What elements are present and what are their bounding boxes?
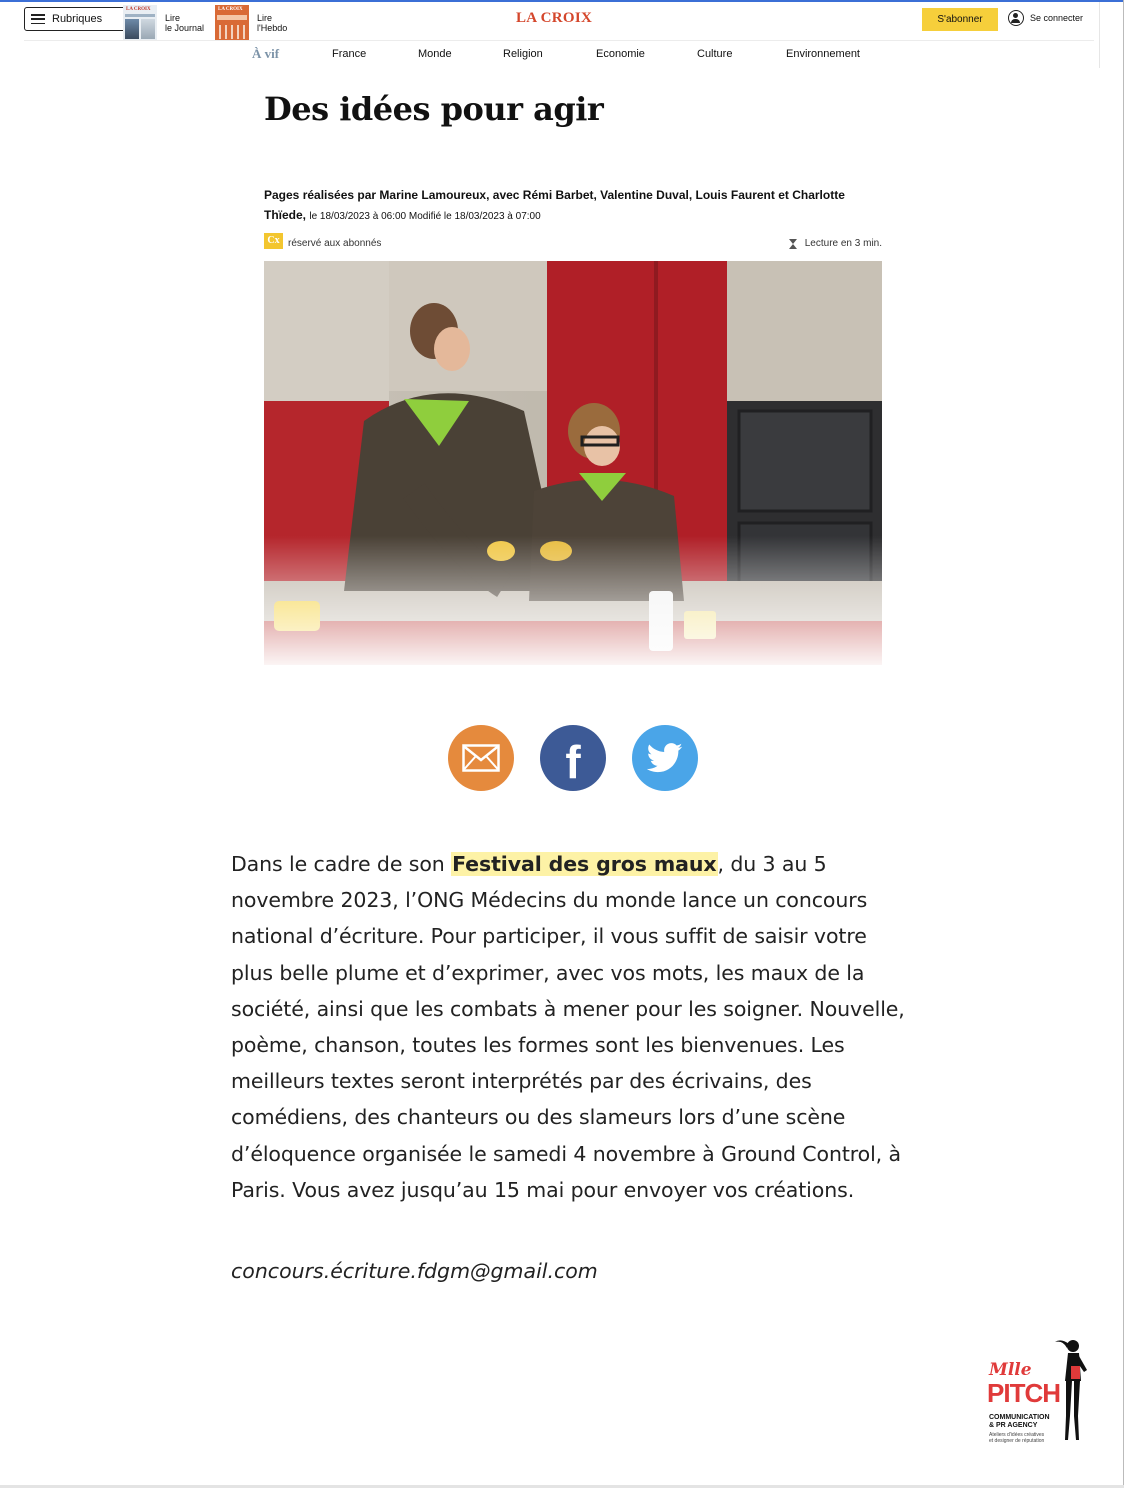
reading-time-label: Lecture en 3 min. <box>804 238 882 249</box>
article-byline <box>264 185 884 227</box>
brand-mlle: Mlle <box>989 1360 1032 1380</box>
read-hebdo-link[interactable] <box>215 5 287 41</box>
reading-time <box>789 238 882 249</box>
subscribe-button[interactable]: S'abonner <box>922 8 998 31</box>
la-croix-logo[interactable]: LA CROIX <box>516 10 593 26</box>
rubriques-label: Rubriques <box>52 13 103 25</box>
woman-silhouette-icon <box>1051 1336 1089 1446</box>
hamburger-icon <box>31 14 45 24</box>
contact-email[interactable]: concours.écriture.fdgm@gmail.com <box>231 1259 598 1283</box>
site-header <box>18 2 1100 40</box>
journal-cover-masthead: LA CROIX <box>126 7 151 12</box>
user-account-icon <box>1008 10 1024 26</box>
twitter-icon <box>647 743 683 773</box>
nav-item-religion[interactable]: Religion <box>503 48 543 60</box>
login-link[interactable] <box>1008 10 1083 26</box>
nav-item-economie[interactable]: Economie <box>596 48 645 60</box>
byline-dates: le 18/03/2023 à 06:00 Modifié le 18/03/2023 à 07:00 <box>309 211 541 222</box>
rubriques-menu-button[interactable] <box>24 7 128 31</box>
nav-item-monde[interactable]: Monde <box>418 48 452 60</box>
share-facebook-button[interactable] <box>540 725 606 791</box>
nav-item-culture[interactable]: Culture <box>697 48 733 60</box>
brand-agency: COMMUNICATION & PR AGENCY <box>989 1414 1050 1429</box>
read-hebdo-label: Lire l'Hebdo <box>257 13 288 33</box>
article-body <box>231 846 911 1208</box>
facebook-icon: f <box>565 736 581 788</box>
nav-item-france[interactable]: France <box>332 48 367 60</box>
main-nav <box>18 40 1100 68</box>
read-journal-label: Lire le Journal <box>165 13 205 33</box>
nav-item-a-vif[interactable]: À vif <box>252 46 280 61</box>
share-twitter-button[interactable] <box>632 725 698 791</box>
share-email-button[interactable] <box>448 725 514 791</box>
read-journal-link[interactable] <box>123 5 204 41</box>
hourglass-icon <box>789 239 797 249</box>
brand-tagline: Ateliers d'idées créatives et designer de réputation <box>989 1432 1045 1444</box>
brand-pitch: PITCH <box>987 1378 1060 1408</box>
nav-item-environnement[interactable]: Environnement <box>786 48 860 60</box>
byline-authors: Pages réalisées par Marine Lamoureux, avec Rémi Barbet, Valentine Duval, Louis Faurent et Charlotte Thïede, <box>264 188 845 222</box>
article-title: Des idées pour agir <box>264 90 604 128</box>
login-label: Se connecter <box>1030 13 1084 23</box>
article-photo <box>264 261 882 665</box>
hebdo-cover-thumbnail <box>215 5 249 41</box>
subscriber-badge-icon: Cx <box>264 233 283 249</box>
body-text-after: , du 3 au 5 novembre 2023, l’ONG Médecins du monde lance un concours national d’écriture. Pour participer, il vous suffit de saisir votre plus belle plume et d’exprimer, avec vos mots, les maux de la société, ainsi que les combats à mener pour les soigner. Nouvelle, poème, chanson, toutes les formes sont les bienvenues. Les meilleurs textes seront interprétés par des écrivains, des comédiens, des chanteurs ou des slameurs lors d’une scène d’éloquence organisée le samedi 4 novembre à Ground Control, à Paris. Vous avez jusqu’au 15 mai pour envoyer vos créations. <box>231 852 905 1202</box>
mlle-pitch-logo <box>985 1336 1089 1446</box>
body-text-before: Dans le cadre de son <box>231 852 452 876</box>
journal-cover-thumbnail <box>123 5 157 41</box>
reserved-label: réservé aux abonnés <box>288 238 382 249</box>
article-meta <box>264 233 882 253</box>
mail-icon <box>462 744 500 772</box>
festival-highlight: Festival des gros maux <box>452 852 717 876</box>
hebdo-cover-masthead: LA CROIX <box>218 7 243 12</box>
